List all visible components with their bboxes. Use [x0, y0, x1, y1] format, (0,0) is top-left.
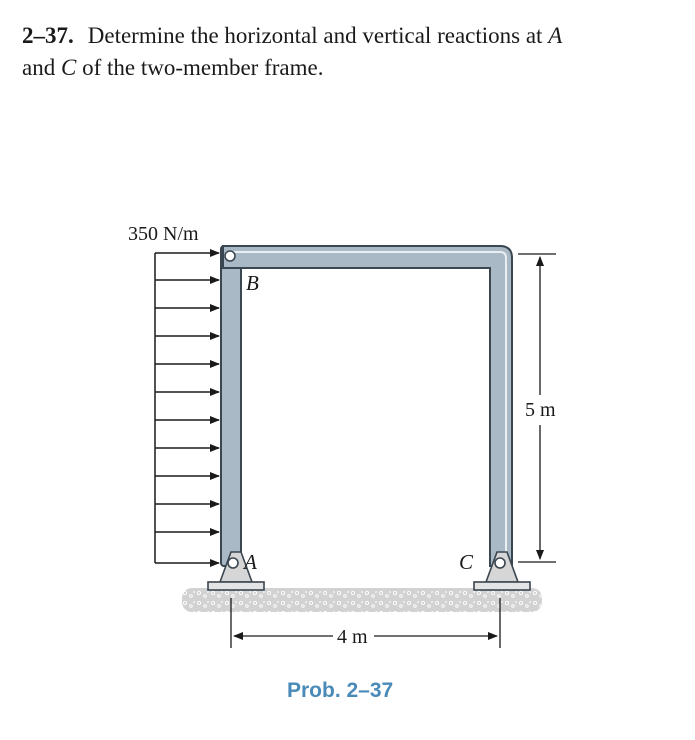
- label-c: C: [459, 550, 474, 574]
- figure-caption: Prob. 2–37: [287, 679, 394, 702]
- height-dimension-label: 5 m: [525, 399, 556, 421]
- statement-and: and: [22, 55, 56, 80]
- ground: [182, 588, 542, 612]
- statement-line2: of the two-member frame.: [82, 55, 324, 80]
- statement-line1: Determine the horizontal and vertical reactions at: [87, 23, 543, 48]
- problem-number: 2–37.: [22, 23, 74, 48]
- member-ab: [221, 246, 241, 566]
- width-dimension-label: 4 m: [337, 626, 368, 648]
- member-bc: [223, 246, 512, 566]
- load-label: 350 N/m: [128, 223, 199, 245]
- distributed-load: [155, 253, 219, 563]
- label-b: B: [246, 271, 259, 295]
- point-a-ref: A: [548, 23, 563, 48]
- label-a: A: [244, 550, 257, 574]
- support-c: [474, 552, 530, 590]
- pin-b: [225, 251, 235, 261]
- point-c-ref: C: [60, 55, 77, 80]
